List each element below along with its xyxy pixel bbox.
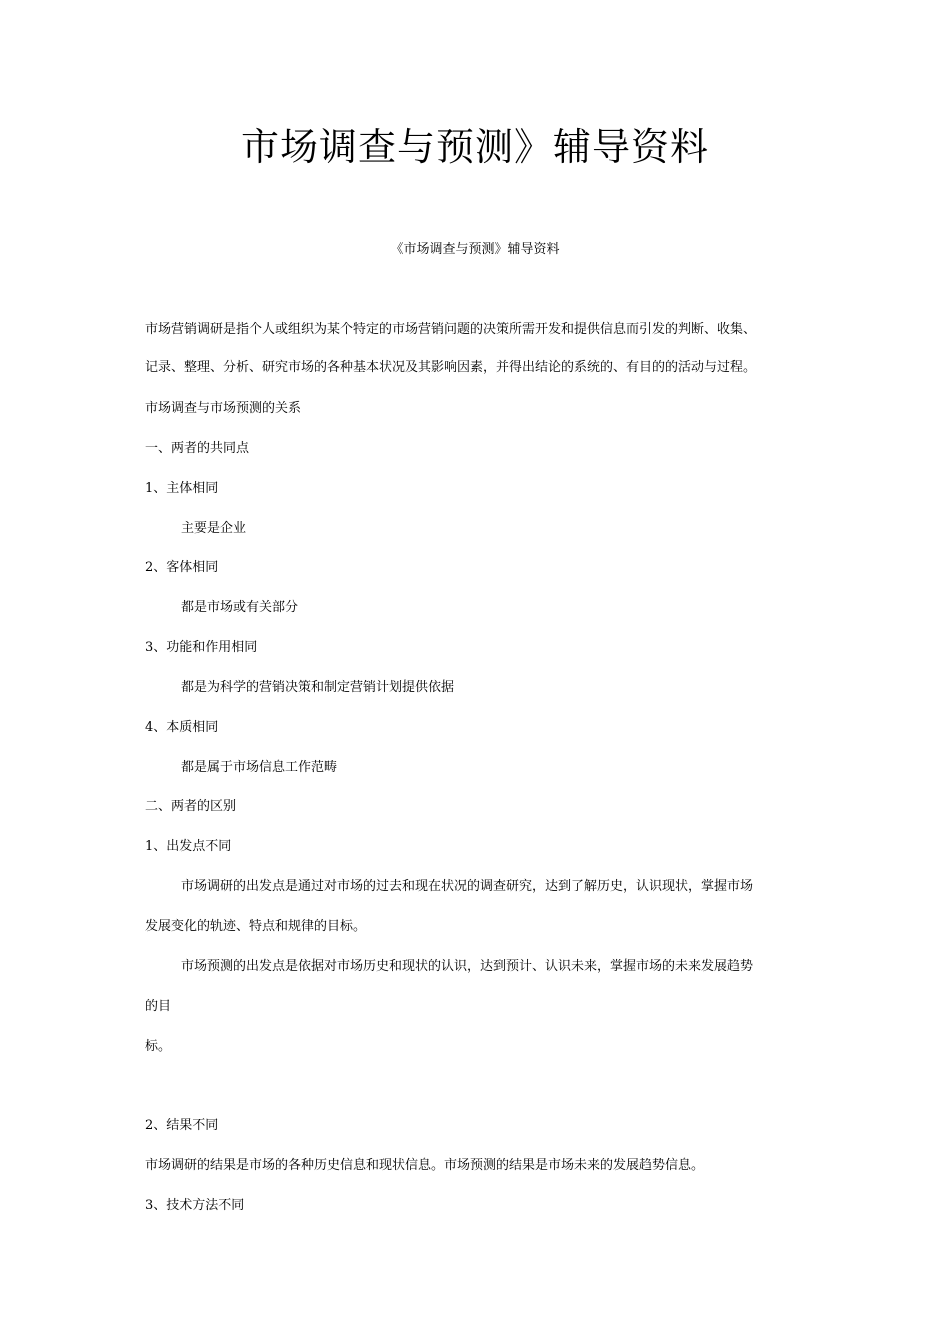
paragraph-line: 发展变化的轨迹、特点和规律的目标。 [145,919,367,934]
list-item-heading: 2、客体相同 [145,560,219,575]
paragraph-line: 市场调研的结果是市场的各种历史信息和现状信息。市场预测的结果是市场未来的发展趋势信息。 [145,1158,705,1173]
paragraph-line: 的目 [145,999,172,1014]
list-item-heading: 3、功能和作用相同 [145,640,258,655]
paragraph-line: 记录、整理、分析、研究市场的各种基本状况及其影响因素，并得出结论的系统的、有目的的活动与过程。 [145,360,757,375]
section-heading: 二、两者的区别 [145,799,237,814]
list-item-text: 都是市场或有关部分 [181,600,299,615]
section-heading: 一、两者的共同点 [145,441,250,456]
section-heading: 市场调查与市场预测的关系 [145,401,302,416]
list-item-heading: 1、主体相同 [145,481,219,496]
paragraph-line: 市场调研的出发点是通过对市场的过去和现在状况的调查研究，达到了解历史，认识现状，掌握市场 [181,879,754,894]
document-subtitle: 《市场调查与预测》辅导资料 [390,242,560,257]
paragraph-line: 市场预测的出发点是依据对市场历史和现状的认识，达到预计、认识未来，掌握市场的未来发展趋势 [181,959,754,974]
list-item-heading: 4、本质相同 [145,720,219,735]
paragraph-line: 标。 [145,1039,172,1054]
list-item-text: 主要是企业 [181,521,247,536]
list-item-text: 都是为科学的营销决策和制定营销计划提供依据 [181,680,455,695]
paragraph-line: 市场营销调研是指个人或组织为某个特定的市场营销问题的决策所需开发和提供信息而引发的判断、收集、 [145,322,757,337]
list-item-heading: 3、技术方法不同 [145,1198,245,1213]
document-title: 市场调查与预测》辅导资料 [240,125,709,170]
list-item-heading: 1、出发点不同 [145,839,232,854]
list-item-text: 都是属于市场信息工作范畴 [181,760,338,775]
list-item-heading: 2、结果不同 [145,1118,219,1133]
